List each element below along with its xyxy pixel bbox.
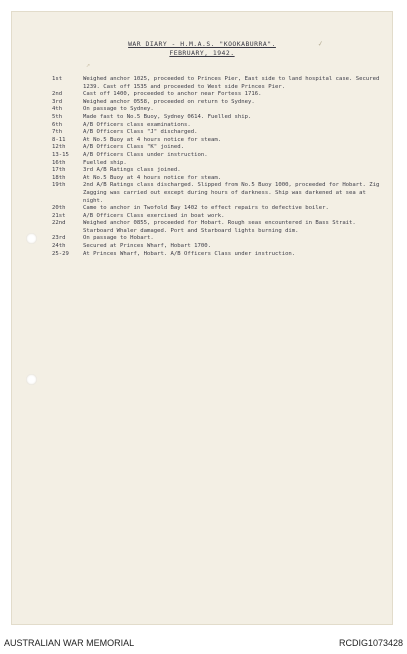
entry-text: 2nd A/B Ratings class discharged. Slipped from No.5 Buoy 1000, proceeded for Hobart. Zig Zagging was carried out except during hours of darkness. Ship was darkened at sea at night. bbox=[83, 182, 380, 204]
entry-text: A/B Officers Class "K" joined. bbox=[83, 144, 185, 151]
entry-date: 18th bbox=[52, 174, 66, 181]
footer-institution: AUSTRALIAN WAR MEMORIAL bbox=[4, 638, 135, 648]
entry-text: Made fast to No.5 Buoy, Sydney 0614. Fuelled ship. bbox=[83, 113, 252, 120]
footer-bar bbox=[0, 632, 407, 654]
document-title: WAR DIARY - H.M.A.S. "KOOKABURRA". bbox=[128, 40, 276, 48]
punch-hole bbox=[26, 374, 37, 385]
entry-date: 6th bbox=[52, 121, 63, 128]
entry-text: On passage to Sydney. bbox=[83, 106, 154, 113]
diary-entry bbox=[52, 91, 384, 99]
entry-text: Cast off 1400, proceeded to anchor near Fortess 1716. bbox=[83, 91, 262, 98]
document-subtitle: FEBRUARY, 1942. bbox=[169, 49, 235, 57]
entry-date: 17th bbox=[52, 167, 66, 174]
diary-entry bbox=[52, 235, 384, 243]
diary-entry bbox=[52, 220, 384, 235]
entry-text: At No.5 Buoy at 4 hours notice for steam. bbox=[83, 174, 222, 181]
diary-entries bbox=[52, 76, 384, 258]
document-header bbox=[12, 40, 392, 58]
entry-date: 3rd bbox=[52, 98, 63, 105]
entry-date: 25-29 bbox=[52, 250, 69, 257]
diary-entry bbox=[52, 205, 384, 213]
diary-entry bbox=[52, 167, 384, 175]
entry-text: Weighed anchor 0855, proceeded for Hobart. Rough seas encountered in Bass Strait. Starboard Whaler damaged. Port and Starboard lights burning dim. bbox=[83, 220, 356, 234]
entry-text: Came to anchor in Twofold Bay 1402 to effect repairs to defective boiler. bbox=[83, 205, 329, 212]
pencil-annotation: ✓ bbox=[317, 38, 324, 49]
entry-date: 5th bbox=[52, 113, 63, 120]
diary-entry bbox=[52, 182, 384, 205]
entry-date: 20th bbox=[52, 205, 66, 212]
entry-text: At Princes Wharf, Hobart. A/B Officers Class under instruction. bbox=[83, 250, 296, 257]
entry-text: A/B Officers Class under instruction. bbox=[83, 151, 208, 158]
entry-text: Weighed anchor 1025, proceeded to Princes Pier, East side to land hospital case. Secured 1239. Cast off 1535 and proceeded to West side Princes Pier. bbox=[83, 76, 380, 90]
diary-entry bbox=[52, 251, 384, 259]
entry-text: Secured at Princes Wharf, Hobart 1700. bbox=[83, 243, 211, 250]
footer-record-id: RCDIG1073428 bbox=[338, 638, 403, 648]
entry-date: 2nd bbox=[52, 91, 63, 98]
diary-entry bbox=[52, 175, 384, 183]
entry-date: 1st bbox=[52, 76, 63, 82]
entry-text: A/B Officers Class "J" discharged. bbox=[83, 129, 198, 136]
entry-text: 3rd A/B Ratings class joined. bbox=[83, 167, 181, 174]
diary-entry bbox=[52, 243, 384, 251]
entry-text: At No.5 Buoy at 4 hours notice for steam. bbox=[83, 136, 222, 143]
entry-date: 16th bbox=[52, 159, 66, 166]
entry-date: 21st bbox=[52, 212, 66, 219]
entry-text: A/B Officers class examinations. bbox=[83, 121, 191, 128]
pencil-annotation: ↗ bbox=[86, 61, 91, 69]
entry-date: 12th bbox=[52, 144, 66, 151]
document-page bbox=[12, 12, 392, 624]
diary-entry bbox=[52, 99, 384, 107]
entry-date: 23rd bbox=[52, 235, 66, 242]
entry-text: Weighed anchor 0558, proceeded on return to Sydney. bbox=[83, 98, 255, 105]
diary-entry bbox=[52, 160, 384, 168]
diary-entry bbox=[52, 114, 384, 122]
diary-entry bbox=[52, 129, 384, 137]
diary-entry bbox=[52, 106, 384, 114]
entry-date: 19th bbox=[52, 182, 66, 189]
entry-date: 13-15 bbox=[52, 151, 69, 158]
diary-entry bbox=[52, 76, 384, 91]
diary-entry bbox=[52, 213, 384, 221]
entry-date: 4th bbox=[52, 106, 63, 113]
entry-text: A/B Officers Class exercised in boat work. bbox=[83, 212, 225, 219]
entry-text: On passage to Hobart. bbox=[83, 235, 154, 242]
entry-date: 24th bbox=[52, 243, 66, 250]
entry-date: 8-11 bbox=[52, 136, 66, 143]
diary-entry bbox=[52, 152, 384, 160]
diary-entry bbox=[52, 144, 384, 152]
diary-entry bbox=[52, 122, 384, 130]
punch-hole bbox=[26, 233, 37, 244]
diary-entry bbox=[52, 137, 384, 145]
entry-date: 22nd bbox=[52, 220, 66, 227]
entry-date: 7th bbox=[52, 129, 63, 136]
entry-text: Fuelled ship. bbox=[83, 159, 127, 166]
